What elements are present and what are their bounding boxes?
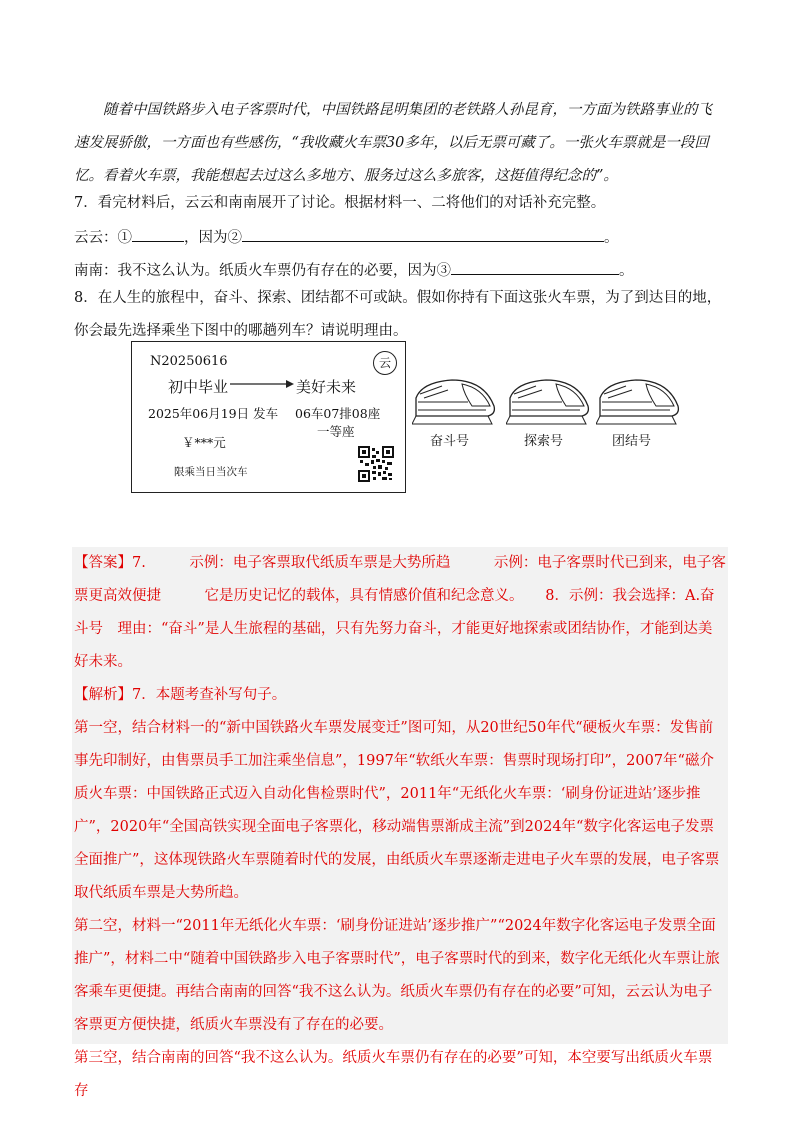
blank-3[interactable] xyxy=(451,260,619,275)
answer-text-block xyxy=(74,547,726,1108)
ticket-badge: 云 xyxy=(373,351,397,375)
blank-2[interactable] xyxy=(242,227,604,242)
ticket-price: ￥***元 xyxy=(182,435,226,450)
train-tansuo-icon xyxy=(506,372,592,428)
question-7-stem: 7．看完材料后，云云和南南展开了讨论。根据材料一、二将他们的对话补充完整。 xyxy=(74,195,606,211)
arrow-right-icon xyxy=(230,377,294,391)
yunyun-prefix: 云云：① xyxy=(74,230,132,246)
analysis-paragraph-3: 第三空，结合南南的回答“我不这么认为。纸质火车票仍有存在的必要”可知，本空要写出纸质火车票存 xyxy=(74,1050,713,1099)
train-tuanjie-icon xyxy=(596,372,682,428)
ticket-from: 初中毕业 xyxy=(168,378,229,396)
train-fendou-icon xyxy=(412,372,498,428)
question-8-stem: 8．在人生的旅程中，奋斗、探索、团结都不可或缺。假如你持有下面这张火车票，为了到达目的地，你会最先选择乘坐下图中的哪趟列车？请说明理由。 xyxy=(74,290,722,339)
train-ticket xyxy=(131,341,406,493)
ticket-seat: 06车07排08座 xyxy=(295,406,381,421)
analysis-heading: 【解析】7．本题考查补写句子。 xyxy=(74,687,287,703)
yunyun-end: 。 xyxy=(604,230,619,246)
qr-code-icon xyxy=(358,446,394,482)
nannan-prefix: 南南：我不这么认为。纸质火车票仍有存在的必要，因为③ xyxy=(74,263,451,279)
answer-section xyxy=(72,547,728,1099)
material-paragraph: 随着中国铁路步入电子客票时代，中国铁路昆明集团的老铁路人孙昆育，一方面为铁路事业的飞速发展骄傲，一方面也有些感伤，“我收藏火车票30多年，以后无票可藏了。一张火车票就是一段回忆。看着火车票，我能想起去过这么多地方、服务过这么多旅客，这挺值得纪念的”。 xyxy=(74,102,712,184)
yunyun-mid: ，因为② xyxy=(184,230,242,246)
nannan-end: 。 xyxy=(619,263,634,279)
blank-1[interactable] xyxy=(132,227,184,242)
ticket-class: 一等座 xyxy=(317,424,355,439)
nannan-line xyxy=(74,259,634,280)
analysis-paragraph-1: 第一空，结合材料一的“新中国铁路火车票发展变迁”图可知，从20世纪50年代“硬板火车票：发售前事先印制好，由售票员手工加注乘坐信息”，1997年“软纸火车票：售票时现场打印”，2007年“磁介质火车票：中国铁路正式迈入自动化售检票时代”，2011年“无纸化火车票：‘刷身份证进站’逐步推广”，2020年“全国高铁实现全面电子客票化，移动端售票渐成主流”到2024年“数字化客运电子发票全面推广”，这体现铁路火车票随着时代的发展，由纸质火车票逐渐走进电子火车票的发展，电子客票取代纸质车票是大势所趋。 xyxy=(74,720,720,901)
train-label-tuanjie: 团结号 xyxy=(612,434,652,449)
ticket-limit: 限乘当日当次车 xyxy=(174,466,248,478)
ticket-date: 2025年06月19日 发车 xyxy=(148,406,279,421)
train-label-tansuo: 探索号 xyxy=(524,434,564,449)
train-label-fendou: 奋斗号 xyxy=(430,434,470,449)
ticket-to: 美好未来 xyxy=(296,378,357,396)
ticket-code: N20250616 xyxy=(150,354,228,369)
analysis-paragraph-2: 第二空，材料一“2011年无纸化火车票：‘刷身份证进站’逐步推广”“2024年数字化客运电子发票全面推广”，材料二中“随着中国铁路步入电子客票时代”，电子客票时代的到来，数字化无纸化火车票让旅客乘车更便捷。再结合南南的回答“我不这么认为。纸质火车票仍有存在的必要”可知，云云认为电子客票更方便快捷，纸质火车票没有了存在的必要。 xyxy=(74,918,720,1033)
answer-paragraph: 【答案】7. 示例：电子客票取代纸质车票是大势所趋 示例：电子客票时代已到来，电子客票更高效便捷 它是历史记忆的载体，具有情感价值和纪念意义。 8．示例：我会选择：A.奋斗号 理由：“奋斗”是人生旅程的基础，只有先努力奋斗，才能更好地探索或团结协作，才能到达美好未来。 xyxy=(74,555,726,670)
yunyun-line xyxy=(74,226,619,247)
